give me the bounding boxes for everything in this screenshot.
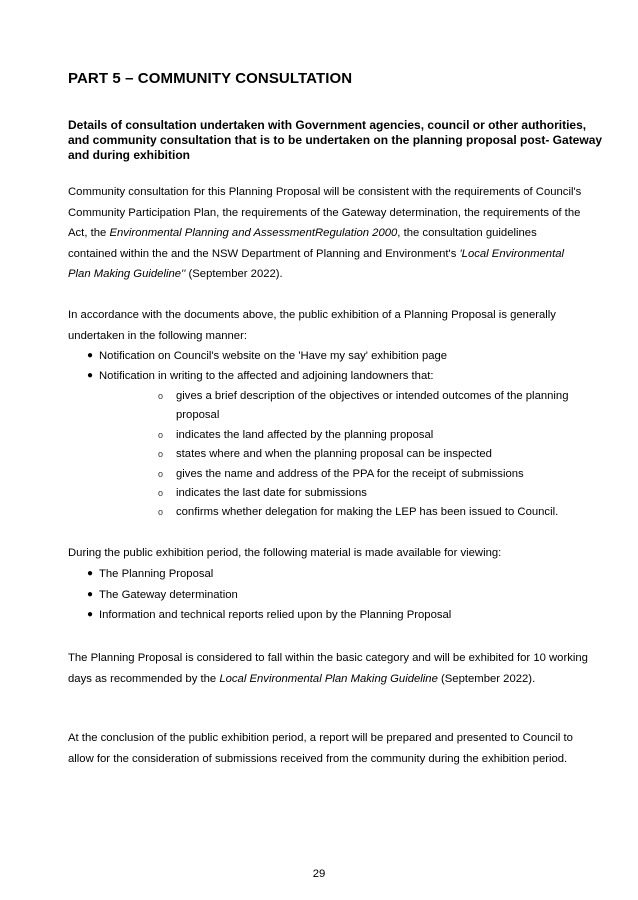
list-item (68, 346, 608, 366)
hollow-bullet-icon: o (158, 449, 164, 460)
sublist-item (99, 445, 576, 464)
sublist-item-text: indicates the last date for submissions (176, 487, 367, 500)
hollow-bullet-icon: o (158, 391, 164, 401)
guideline-title: Local Environmental Plan Making Guideline (219, 672, 438, 685)
sublist-item-text: states where and when the planning proposal can be inspected (176, 448, 492, 461)
notification-sublist (99, 387, 608, 523)
part-title: PART 5 – COMMUNITY CONSULTATION (68, 70, 353, 87)
paragraph-material: During the public exhibition period, the following material is made available for viewing: (68, 547, 502, 559)
list-item-text: The Planning Proposal (99, 568, 214, 580)
sublist-item (99, 387, 576, 426)
exhibition-manner-list (68, 346, 608, 523)
paragraph-basic-category (68, 648, 588, 689)
list-item (68, 564, 608, 585)
hollow-bullet-icon: o (158, 468, 164, 479)
para4-text-a: The Planning Proposal is considered to fall within the basic category and will be exhibited for 10 working days as recommended by the (68, 652, 588, 685)
regulation-title: Environmental Planning and AssessmentRegulation 2000 (109, 227, 398, 240)
section-subheading: Details of consultation undertaken with Government agencies, council or other authorities, and community consultation that is to be undertaken on the planning proposal post- Gateway and during exhibition (68, 118, 603, 162)
paragraph-exhibition-manner: In accordance with the documents above, the public exhibition of a Planning Proposal is generally undertaken in the following manner: (68, 309, 556, 342)
sublist-item-text: gives a brief description of the objectives or intended outcomes of the planning proposal (176, 390, 569, 422)
list-item-text: Notification on Council's website on the 'Have my say' exhibition page (99, 350, 448, 362)
list-item (68, 605, 608, 626)
sublist-item (99, 503, 576, 522)
list-item-text: Information and technical reports relied upon by the Planning Proposal (99, 609, 452, 621)
bullet-icon: ● (87, 588, 94, 600)
list-item-text: Notification in writing to the affected and adjoining landowners that: (99, 370, 434, 382)
list-item (68, 585, 608, 606)
list-item-text: The Gateway determination (99, 588, 238, 601)
list-item (68, 366, 608, 523)
sublist-item (99, 484, 576, 503)
para1-text-c: , the consultation guidelines contained within the and the NSW Department of Planning and Environment's (68, 227, 537, 260)
sublist-item-text: indicates the land affected by the planning proposal (176, 428, 434, 441)
para4-text-c: (September 2022). (437, 672, 536, 685)
guideline-title: 'Local Environmental Plan Making Guideline'' (68, 247, 565, 281)
bullet-icon: ● (87, 568, 94, 579)
hollow-bullet-icon: o (158, 488, 164, 499)
para1-text-a: Community consultation for this Planning Proposal will be consistent with the requirements of Council's Community Participation Plan, the requirements of the Gateway determination, the requirements of the Act, the (68, 186, 582, 240)
bullet-icon: ● (87, 370, 94, 381)
hollow-bullet-icon: o (158, 429, 164, 440)
paragraph-conclusion: At the conclusion of the public exhibition period, a report will be prepared and presented to Council to allow for the consideration of submissions received from the community during the exhibition period. (68, 732, 573, 765)
sublist-item-text: gives the name and address of the PPA for the receipt of submissions (176, 467, 524, 480)
hollow-bullet-icon: o (158, 507, 164, 518)
page-number: 29 (312, 868, 326, 880)
sublist-item (99, 426, 576, 445)
bullet-icon: ● (87, 609, 94, 620)
paragraph-consistency (68, 182, 588, 285)
sublist-item (99, 465, 576, 484)
bullet-icon: ● (87, 350, 94, 361)
material-list (68, 564, 608, 626)
sublist-item-text: confirms whether delegation for making the LEP has been issued to Council. (176, 506, 559, 519)
para1-text-e: (September 2022). (185, 268, 283, 281)
